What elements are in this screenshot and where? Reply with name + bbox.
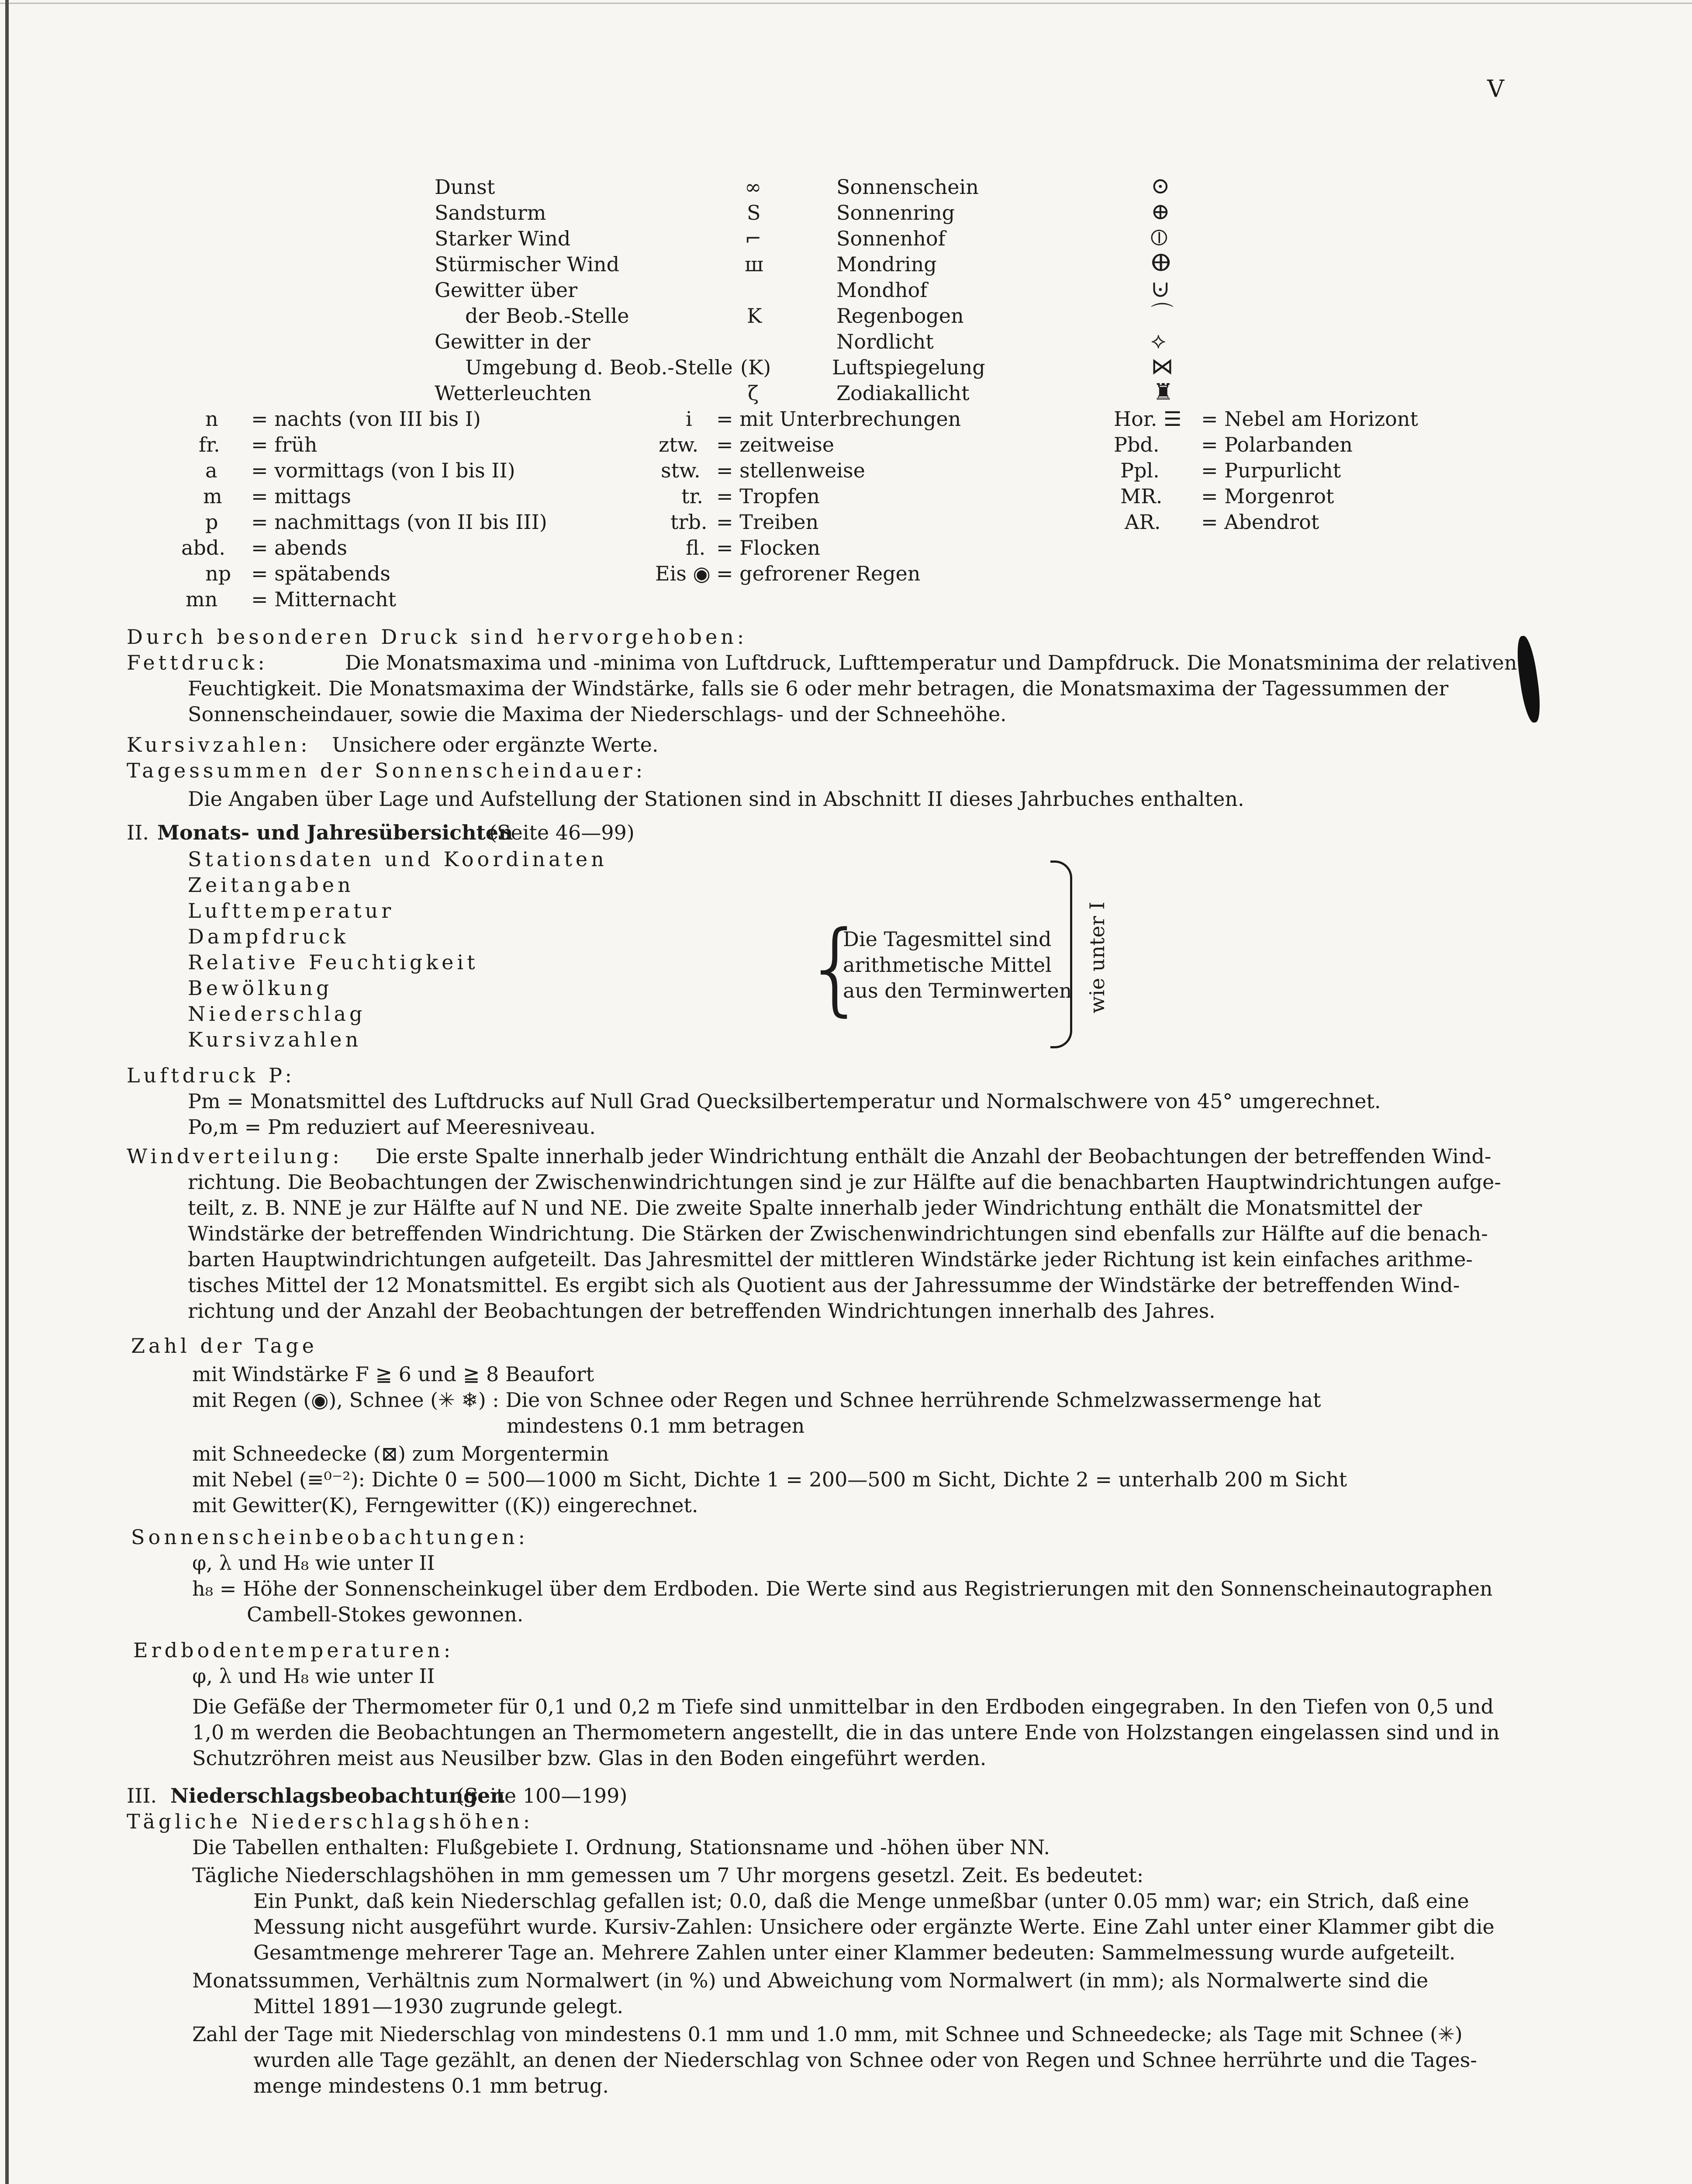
paragraph-line: Zahl der Tage mit Niederschlag von mindestens 0.1 mm und 1.0 mm, mit Schnee und Schneedecke; als Tage mit Schnee (✳)	[192, 2022, 1463, 2046]
abbr-text: = Flocken	[716, 536, 820, 560]
paragraph-line: Die Tabellen enthalten: Flußgebiete I. Ordnung, Stationsname und -höhen über NN.	[192, 1835, 1050, 1859]
rainbow-icon: ⌒	[1151, 302, 1174, 328]
section-number: II.	[127, 821, 149, 844]
legend-label: Gewitter über	[435, 278, 578, 302]
mirage-icon: ⋈	[1151, 353, 1174, 380]
paragraph-line: Cambell-Stokes gewonnen.	[247, 1603, 524, 1626]
legend-label: Dunst	[435, 175, 495, 199]
abbr-key: Hor. ☰	[1114, 407, 1182, 431]
section-title: Niederschlagsbeobachtungen	[170, 1784, 505, 1807]
paragraph-line: mit Windstärke F ≧ 6 und ≧ 8 Beaufort	[192, 1362, 594, 1386]
paragraph-line: Die Gefäße der Thermometer für 0,1 und 0,2 m Tiefe sind unmittelbar in den Erdboden eingegraben. In den Tiefen von 0,5 und	[192, 1695, 1494, 1718]
abbr-text: = Purpurlicht	[1201, 459, 1341, 482]
paragraph-line: Pm = Monatsmittel des Luftdrucks auf Null Grad Quecksilbertemperatur und Normalschwere von 45° umgerechnet.	[188, 1089, 1381, 1113]
tage-label: Zahl der Tage	[131, 1334, 318, 1358]
paragraph-line: Schutzröhren meist aus Neusilber bzw. Glas in den Boden eingeführt werden.	[192, 1746, 987, 1770]
abbr-text: = nachmittags (von II bis III)	[251, 510, 547, 534]
abbr-key: trb.	[670, 510, 708, 534]
paragraph-line: Mittel 1891—1930 zugrunde gelegt.	[253, 1994, 624, 2018]
abbr-text: = Mitternacht	[251, 587, 397, 611]
paragraph-line: Messung nicht ausgeführt wurde. Kursiv-Zahlen: Unsichere oder ergänzte Werte. Eine Zahl unter einer Klammer gibt die	[253, 1915, 1495, 1939]
abbr-key: i	[686, 407, 692, 431]
scan-edge-top	[0, 3, 1692, 4]
abbr-key: Pbd.	[1114, 433, 1160, 456]
list-item: Dampfdruck	[188, 925, 349, 948]
paragraph-line: 1,0 m werden die Beobachtungen an Thermometern angestellt, die in das untere Ende von Holzstangen eingelassen sind und in	[192, 1721, 1500, 1744]
paragraph-line: Sonnenscheindauer, sowie die Maxima der Niederschlags- und der Schneehöhe.	[188, 702, 1007, 726]
legend-label: Gewitter in der	[435, 330, 590, 353]
legend-label: Wetterleuchten	[435, 381, 592, 405]
paragraph-line: h₈ = Höhe der Sonnenscheinkugel über dem Erdboden. Die Werte sind aus Registrierungen mit den Sonnenscheinautographen	[192, 1577, 1493, 1600]
luftdruck-label: Luftdruck P:	[127, 1064, 295, 1087]
wie-unter-label: wie unter I	[1085, 902, 1109, 1013]
paragraph-line: mit Gewitter(K), Ferngewitter ((K)) eingerechnet.	[192, 1493, 698, 1517]
paragraph-line: Po,m = Pm reduziert auf Meeresniveau.	[188, 1115, 596, 1139]
paragraph-line: tisches Mittel der 12 Monatsmittel. Es ergibt sich als Quotient aus der Jahressumme der Windstärke der betreffenden Wind-	[188, 1273, 1460, 1297]
list-item: Bewölkung	[188, 976, 333, 1000]
tagessummen-label: Tagessummen der Sonnenscheindauer:	[127, 759, 646, 782]
abbr-key: a	[205, 459, 218, 482]
abbr-text: = stellenweise	[716, 459, 865, 482]
abbr-text: = Abendrot	[1201, 510, 1319, 534]
abbr-key: abd.	[181, 536, 225, 560]
moon-halo-icon: ⊍	[1151, 276, 1170, 302]
paragraph-line: φ, λ und H₈ wie unter II	[192, 1551, 435, 1575]
legend-label: Sonnenhof	[836, 227, 946, 250]
abbr-key: fr.	[199, 433, 220, 456]
paragraph-line: Gesamtmenge mehrerer Tage an. Mehrere Zahlen unter einer Klammer bedeuten: Sammelmessung wurde aufgeteilt.	[253, 1941, 1456, 1964]
abbr-key: fl.	[686, 536, 706, 560]
abbr-key: stw.	[661, 459, 701, 482]
abbr-key: Ppl.	[1120, 459, 1160, 482]
legend-label: Sonnenschein	[836, 175, 979, 199]
abbr-text: = spätabends	[251, 562, 390, 585]
legend-label: Mondhof	[836, 278, 928, 302]
abbr-text: = Nebel am Horizont	[1201, 407, 1418, 431]
abbr-text: = Morgenrot	[1201, 484, 1334, 508]
section-heading: Durch besonderen Druck sind hervorgehoben:	[127, 625, 748, 649]
sun-ring-icon: ⊕	[1151, 199, 1170, 225]
kursiv-label: Kursivzahlen:	[127, 733, 311, 757]
abbr-text: = Tropfen	[716, 484, 820, 508]
paragraph-line: mindestens 0.1 mm betragen	[507, 1414, 805, 1438]
sheet-lightning-icon: ζ	[748, 381, 759, 405]
distant-thunderstorm-icon: (K)	[740, 356, 771, 379]
legend-label: Umgebung d. Beob.-Stelle	[465, 356, 733, 379]
abbr-text: = zeitweise	[716, 433, 834, 456]
legend-label: Regenbogen	[836, 304, 964, 328]
wind-label: Windverteilung:	[127, 1144, 343, 1168]
left-brace: {	[804, 910, 868, 1026]
list-item: Lufttemperatur	[188, 899, 395, 923]
strong-wind-icon: ⌐	[745, 227, 762, 250]
storm-wind-icon: ш	[745, 252, 763, 276]
thunderstorm-icon: K	[747, 304, 762, 328]
fettdruck-label: Fettdruck:	[127, 651, 268, 674]
paragraph-line: Die Angaben über Lage und Aufstellung der Stationen sind in Abschnitt II dieses Jahrbuches enthalten.	[188, 787, 1244, 811]
list-item: Zeitangaben	[188, 873, 354, 897]
abbr-key: mn	[186, 587, 218, 611]
abbr-text: = mittags	[251, 484, 351, 508]
legend-label: Stürmischer Wind	[435, 252, 620, 276]
section-pages: (Seite 100—199)	[456, 1784, 628, 1807]
abbr-text: = Polarbanden	[1201, 433, 1353, 456]
legend-label: Sandsturm	[435, 201, 546, 225]
abbr-key: AR.	[1125, 510, 1161, 534]
paragraph-line: Windstärke der betreffenden Windrichtung. Die Stärken der Zwischenwindrichtungen sind ebenfalls zur Hälfte auf die benach-	[188, 1222, 1488, 1245]
abbr-text: = nachts (von III bis I)	[251, 407, 481, 431]
brace-text: aus den Terminwerten	[843, 979, 1072, 1002]
abbr-text: = früh	[251, 433, 318, 456]
brace-text: Die Tagesmittel sind	[843, 927, 1052, 951]
erdboden-label: Erdbodentemperaturen:	[133, 1638, 454, 1662]
abbr-text: = vormittags (von I bis II)	[251, 459, 515, 482]
paragraph-line: Die Monatsmaxima und -minima von Luftdruck, Lufttemperatur und Dampfdruck. Die Monatsminima der relativen	[345, 651, 1517, 674]
abbr-text: = mit Unterbrechungen	[716, 407, 961, 431]
section-pages: (Seite 46—99)	[489, 821, 635, 844]
abbr-key: ztw.	[659, 433, 699, 456]
abbr-text: = Treiben	[716, 510, 819, 534]
scan-edge-left	[5, 0, 9, 2184]
abbr-text: = gefrorener Regen	[716, 562, 921, 585]
paragraph-line: Die erste Spalte innerhalb jeder Windrichtung enthält die Anzahl der Beobachtungen der betreffenden Wind-	[376, 1144, 1492, 1168]
paragraph-line: Feuchtigkeit. Die Monatsmaxima der Windstärke, falls sie 6 oder mehr betragen, die Monatsmaxima der Tagessummen der	[188, 677, 1449, 700]
niederschlag-label: Tägliche Niederschlagshöhen:	[127, 1810, 534, 1833]
brace-text: arithmetische Mittel	[843, 953, 1052, 977]
paragraph-line: mit Regen (◉), Schnee (✳ ❄) : Die von Schnee oder Regen und Schnee herrührende Schmelzwassermenge hat	[192, 1388, 1321, 1412]
list-item: Kursivzahlen	[188, 1028, 362, 1051]
abbr-key: tr.	[681, 484, 704, 508]
section-title: Monats- und Jahresübersichten	[157, 821, 513, 844]
paragraph-line: wurden alle Tage gezählt, an denen der Niederschlag von Schnee oder von Regen und Schnee herrührte und die Tages-	[253, 2048, 1477, 2072]
legend-label: Sonnenring	[836, 201, 955, 225]
sandstorm-icon: S	[747, 201, 761, 225]
page-number: V	[1487, 75, 1504, 103]
section-number: III.	[127, 1784, 157, 1807]
sunshine-icon: ⊙	[1151, 173, 1170, 199]
right-brace	[1050, 860, 1072, 1048]
legend-label: Zodiakallicht	[836, 381, 970, 405]
legend-label: der Beob.-Stelle	[465, 304, 629, 328]
abbr-key: p	[205, 510, 218, 534]
list-item: Relative Feuchtigkeit	[188, 950, 479, 974]
paragraph-line: teilt, z. B. NNE je zur Hälfte auf N und NE. Die zweite Spalte innerhalb jeder Windrichtung enthält die Monatsmittel der	[188, 1196, 1422, 1220]
abbr-key: n	[205, 407, 218, 431]
abbr-text: = abends	[251, 536, 347, 560]
abbr-key: MR.	[1120, 484, 1163, 508]
ink-blot	[1514, 635, 1543, 724]
paragraph-line: mit Nebel (≡⁰⁻²): Dichte 0 = 500—1000 m Sicht, Dichte 1 = 200—500 m Sicht, Dichte 2 = unterhalb 200 m Sicht	[192, 1468, 1347, 1491]
list-item: Niederschlag	[188, 1002, 366, 1026]
paragraph-line: Ein Punkt, daß kein Niederschlag gefallen ist; 0.0, daß die Menge unmeßbar (unter 0.05 mm) war; ein Strich, daß eine	[253, 1889, 1469, 1913]
legend-label: Luftspiegelung	[832, 356, 985, 379]
sonne-label: Sonnenscheinbeobachtungen:	[131, 1525, 529, 1549]
legend-label: Starker Wind	[435, 227, 571, 250]
haze-icon: ∞	[745, 175, 762, 199]
paragraph-line: barten Hauptwindrichtungen aufgeteilt. Das Jahresmittel der mittleren Windstärke jeder Richtung ist kein einfaches arithme-	[188, 1248, 1473, 1271]
legend-label: Mondring	[836, 252, 937, 276]
aurora-icon: ⟡	[1151, 328, 1166, 354]
legend-label: Nordlicht	[836, 330, 934, 353]
paragraph-line: richtung und der Anzahl der Beobachtungen der betreffenden Windrichtungen innerhalb des Jahres.	[188, 1299, 1215, 1323]
sun-halo-icon: ⦶	[1151, 225, 1167, 251]
abbr-key: np	[205, 562, 231, 585]
paragraph-line: Tägliche Niederschlagshöhen in mm gemessen um 7 Uhr morgens gesetzl. Zeit. Es bedeutet:	[192, 1863, 1144, 1887]
moon-ring-icon: ⴲ	[1151, 250, 1171, 276]
abbr-key: Eis ◉	[655, 562, 711, 585]
paragraph-line: mit Schneedecke (⊠) zum Morgentermin	[192, 1442, 609, 1465]
paragraph-line: φ, λ und H₈ wie unter II	[192, 1664, 435, 1688]
paragraph-line: richtung. Die Beobachtungen der Zwischenwindrichtungen sind je zur Hälfte auf die benachbarten Hauptwindrichtungen aufge-	[188, 1170, 1501, 1194]
paragraph-line: menge mindestens 0.1 mm betrug.	[253, 2074, 609, 2098]
abbr-key: m	[203, 484, 222, 508]
list-item: Stationsdaten und Koordinaten	[188, 847, 608, 871]
zodiacal-light-icon: ♜	[1153, 379, 1174, 405]
paragraph-line: Monatssummen, Verhältnis zum Normalwert (in %) und Abweichung vom Normalwert (in mm); als Normalwerte sind die	[192, 1969, 1429, 1992]
paragraph-line: Unsichere oder ergänzte Werte.	[332, 733, 659, 757]
